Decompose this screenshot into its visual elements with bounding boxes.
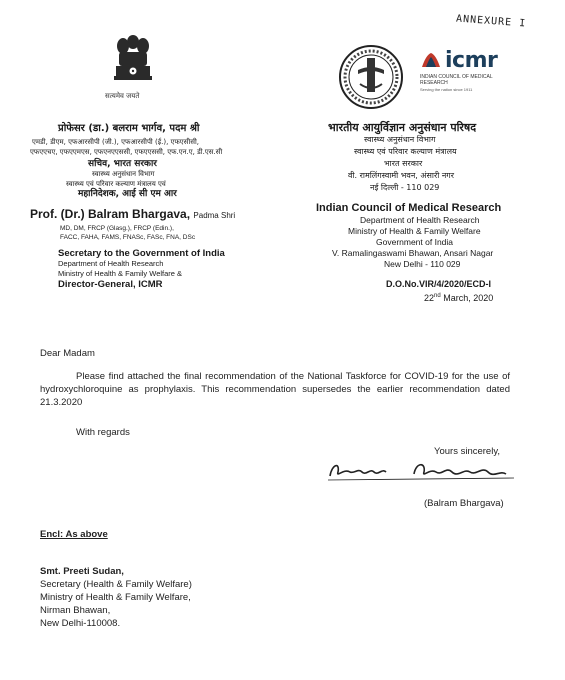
sender-dg-hindi: महानिदेशक, आई सी एम आर bbox=[78, 189, 177, 199]
handwritten-signature-icon bbox=[318, 456, 518, 486]
org-ministry-hindi: स्वास्थ्य एवं परिवार कल्याण मंत्रालय bbox=[354, 147, 457, 156]
icmr-seal-icon bbox=[338, 44, 404, 110]
org-title-hindi: भारतीय आयुर्विज्ञान अनुसंधान परिषद bbox=[328, 121, 477, 134]
signatory-name: (Balram Bhargava) bbox=[424, 498, 504, 509]
sender-quals-hindi-2: एफएएचए, एफएएमएस, एफएनएएससी, एफएएससी, एफ.एन.ए, डी.एस.सी bbox=[30, 148, 223, 156]
sender-letterhead-left bbox=[30, 124, 280, 290]
org-ministry-english: Ministry of Health & Family Welfare bbox=[348, 226, 481, 236]
recipient-name: Smt. Preeti Sudan, bbox=[40, 566, 124, 577]
national-emblem-icon bbox=[110, 32, 156, 90]
sender-ministry-hindi: स्वास्थ्य एवं परिवार कल्याण मंत्रालय एवं bbox=[66, 180, 166, 188]
regards: With regards bbox=[76, 427, 130, 438]
org-city-hindi: नई दिल्ली - 110 029 bbox=[370, 183, 440, 192]
org-title-english: Indian Council of Medical Research bbox=[316, 202, 502, 214]
sender-ministry-english: Ministry of Health & Family Welfare & bbox=[58, 269, 183, 278]
org-dept-english: Department of Health Research bbox=[360, 215, 480, 225]
org-address-hindi: वी. रामलिंगस्वामी भवन, अंसारी नगर bbox=[348, 171, 455, 180]
annexure-label: ANNEXURE I bbox=[455, 13, 527, 30]
org-dept-hindi: स्वास्थ्य अनुसंधान विभाग bbox=[364, 135, 436, 144]
sender-award: Padma Shri bbox=[193, 211, 236, 220]
sender-dept-english: Department of Health Research bbox=[58, 259, 164, 268]
date-suffix: nd bbox=[434, 293, 441, 299]
icmr-hands-icon bbox=[420, 51, 442, 71]
org-city-english: New Delhi - 110 029 bbox=[384, 259, 461, 269]
icmr-logo bbox=[420, 50, 500, 92]
salutation: Dear Madam bbox=[40, 348, 95, 359]
reference-number: D.O.No.VIR/4/2020/ECD-I bbox=[386, 279, 492, 289]
recipient-line-4: New Delhi-110008. bbox=[40, 618, 121, 629]
enclosure-note: Encl: As above bbox=[40, 529, 108, 540]
sender-quals-english-1: MD, DM, FRCP (Glasg.), FRCP (Edin.), bbox=[60, 225, 174, 232]
sender-quals-english-2: FACC, FAHA, FAMS, FNASc, FASc, FNA, DSc bbox=[60, 234, 196, 241]
sender-dept-hindi: स्वास्थ्य अनुसंधान विभाग bbox=[92, 170, 155, 178]
date-day: 22 bbox=[424, 293, 435, 303]
date-month-year: March, 2020 bbox=[440, 293, 494, 303]
org-address-english: V. Ramalingaswami Bhawan, Ansari Nagar bbox=[332, 248, 494, 258]
recipient-line-3: Nirman Bhawan, bbox=[40, 605, 111, 616]
emblem-motto: सत्यमेव जयते bbox=[105, 92, 140, 100]
icmr-logo-subtitle: INDIAN COUNCIL OF MEDICAL RESEARCH bbox=[420, 74, 493, 86]
sender-secretary-english: Secretary to the Government of India bbox=[58, 248, 225, 259]
letter-date bbox=[424, 290, 550, 304]
org-govt-hindi: भारत सरकार bbox=[384, 159, 423, 168]
sender-letterhead-right bbox=[300, 122, 550, 304]
closing: Yours sincerely, bbox=[434, 446, 501, 457]
sender-name-english: Prof. (Dr.) Balram Bhargava, bbox=[30, 207, 191, 221]
recipient-line-1: Secretary (Health & Family Welfare) bbox=[40, 579, 192, 590]
sender-secretary-hindi: सचिव, भारत सरकार bbox=[88, 159, 157, 169]
icmr-wordmark: icmr bbox=[445, 48, 498, 73]
letter-body: Please find attached the final recommendation of the National Taskforce for COVID-19 for the use of hydroxychloroquine as prophylaxis. This recommendation supersedes the earlier recommendation dated 21.3.2020 bbox=[40, 371, 510, 408]
org-govt-english: Government of India bbox=[376, 237, 454, 247]
recipient-line-2: Ministry of Health & Family Welfare, bbox=[40, 592, 191, 603]
sender-name-hindi: प्रोफेसर (डा.) बलराम भार्गव, पदम श्री bbox=[58, 123, 200, 134]
sender-dg-english: Director-General, ICMR bbox=[58, 279, 163, 290]
recipient-address bbox=[40, 565, 192, 630]
sender-quals-hindi-1: एमडी, डीएम, एफआरसीपी (जी.), एफआरसीपी (ई.), एफएसीसी, bbox=[32, 138, 199, 146]
icmr-logo-tagline: Serving the nation since 1911 bbox=[420, 87, 473, 92]
